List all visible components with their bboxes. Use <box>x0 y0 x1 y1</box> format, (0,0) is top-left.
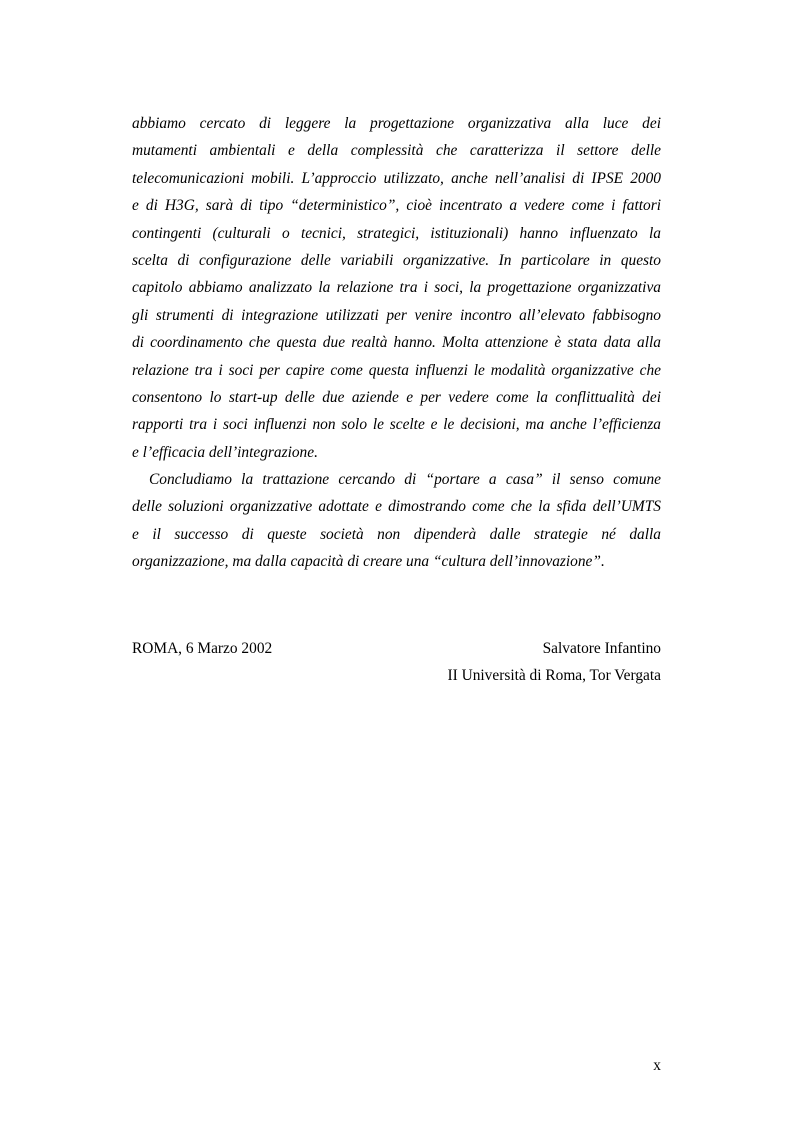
text-line: e l’efficacia dell’integrazione. <box>132 443 318 461</box>
author-name: Salvatore Infantino <box>542 640 661 657</box>
text-line: di coordinamento che questa due realtà hanno. Molta attenzione è stata data alla <box>132 334 661 352</box>
text-line: consentono lo start-up delle due aziende e per vedere come la conflittualità dei <box>132 388 661 406</box>
body-text <box>132 110 661 576</box>
text-line: rapporti tra i soci influenzi non solo le scelte e le decisioni, ma anche l’efficienza <box>132 416 661 434</box>
text-line: delle soluzioni organizzative adottate e dimostrando come che la sfida dell’UMTS <box>132 498 661 516</box>
page-number: x <box>653 1057 661 1074</box>
paragraph-2 <box>132 466 661 576</box>
place-date: ROMA, 6 Marzo 2002 <box>132 640 273 657</box>
text-line: organizzazione, ma dalla capacità di creare una “cultura dell’innovazione”. <box>132 553 605 571</box>
text-line: capitolo abbiamo analizzato la relazione tra i soci, la progettazione organizzativa <box>132 279 661 297</box>
text-line: abbiamo cercato di leggere la progettazione organizzativa alla luce dei <box>132 115 661 132</box>
text-line: Concludiamo la trattazione cercando di “portare a casa” il senso comune <box>149 471 661 489</box>
signature-block <box>132 635 661 689</box>
text-line: mutamenti ambientali e della complessità che caratterizza il settore delle <box>132 142 661 160</box>
text-line: gli strumenti di integrazione utilizzati per venire incontro all’elevato fabbisogno <box>132 306 661 324</box>
paragraph-1 <box>132 110 661 466</box>
text-line: contingenti (culturali o tecnici, strategici, istituzionali) hanno influenzato la <box>132 224 661 242</box>
text-line: e il successo di queste società non dipenderà dalle strategie né dalla <box>132 525 661 543</box>
text-line: e di H3G, sarà di tipo “deterministico”, cioè incentrato a vedere come i fattori <box>132 197 661 215</box>
author-affiliation: II Università di Roma, Tor Vergata <box>447 667 661 684</box>
signature-row-2 <box>132 662 661 689</box>
text-line: telecomunicazioni mobili. L’approccio utilizzato, anche nell’analisi di IPSE 2000 <box>132 169 661 187</box>
signature-row-1 <box>132 635 661 662</box>
text-line: relazione tra i soci per capire come questa influenzi le modalità organizzative che <box>132 361 661 379</box>
text-line: scelta di configurazione delle variabili organizzative. In particolare in questo <box>132 251 661 269</box>
